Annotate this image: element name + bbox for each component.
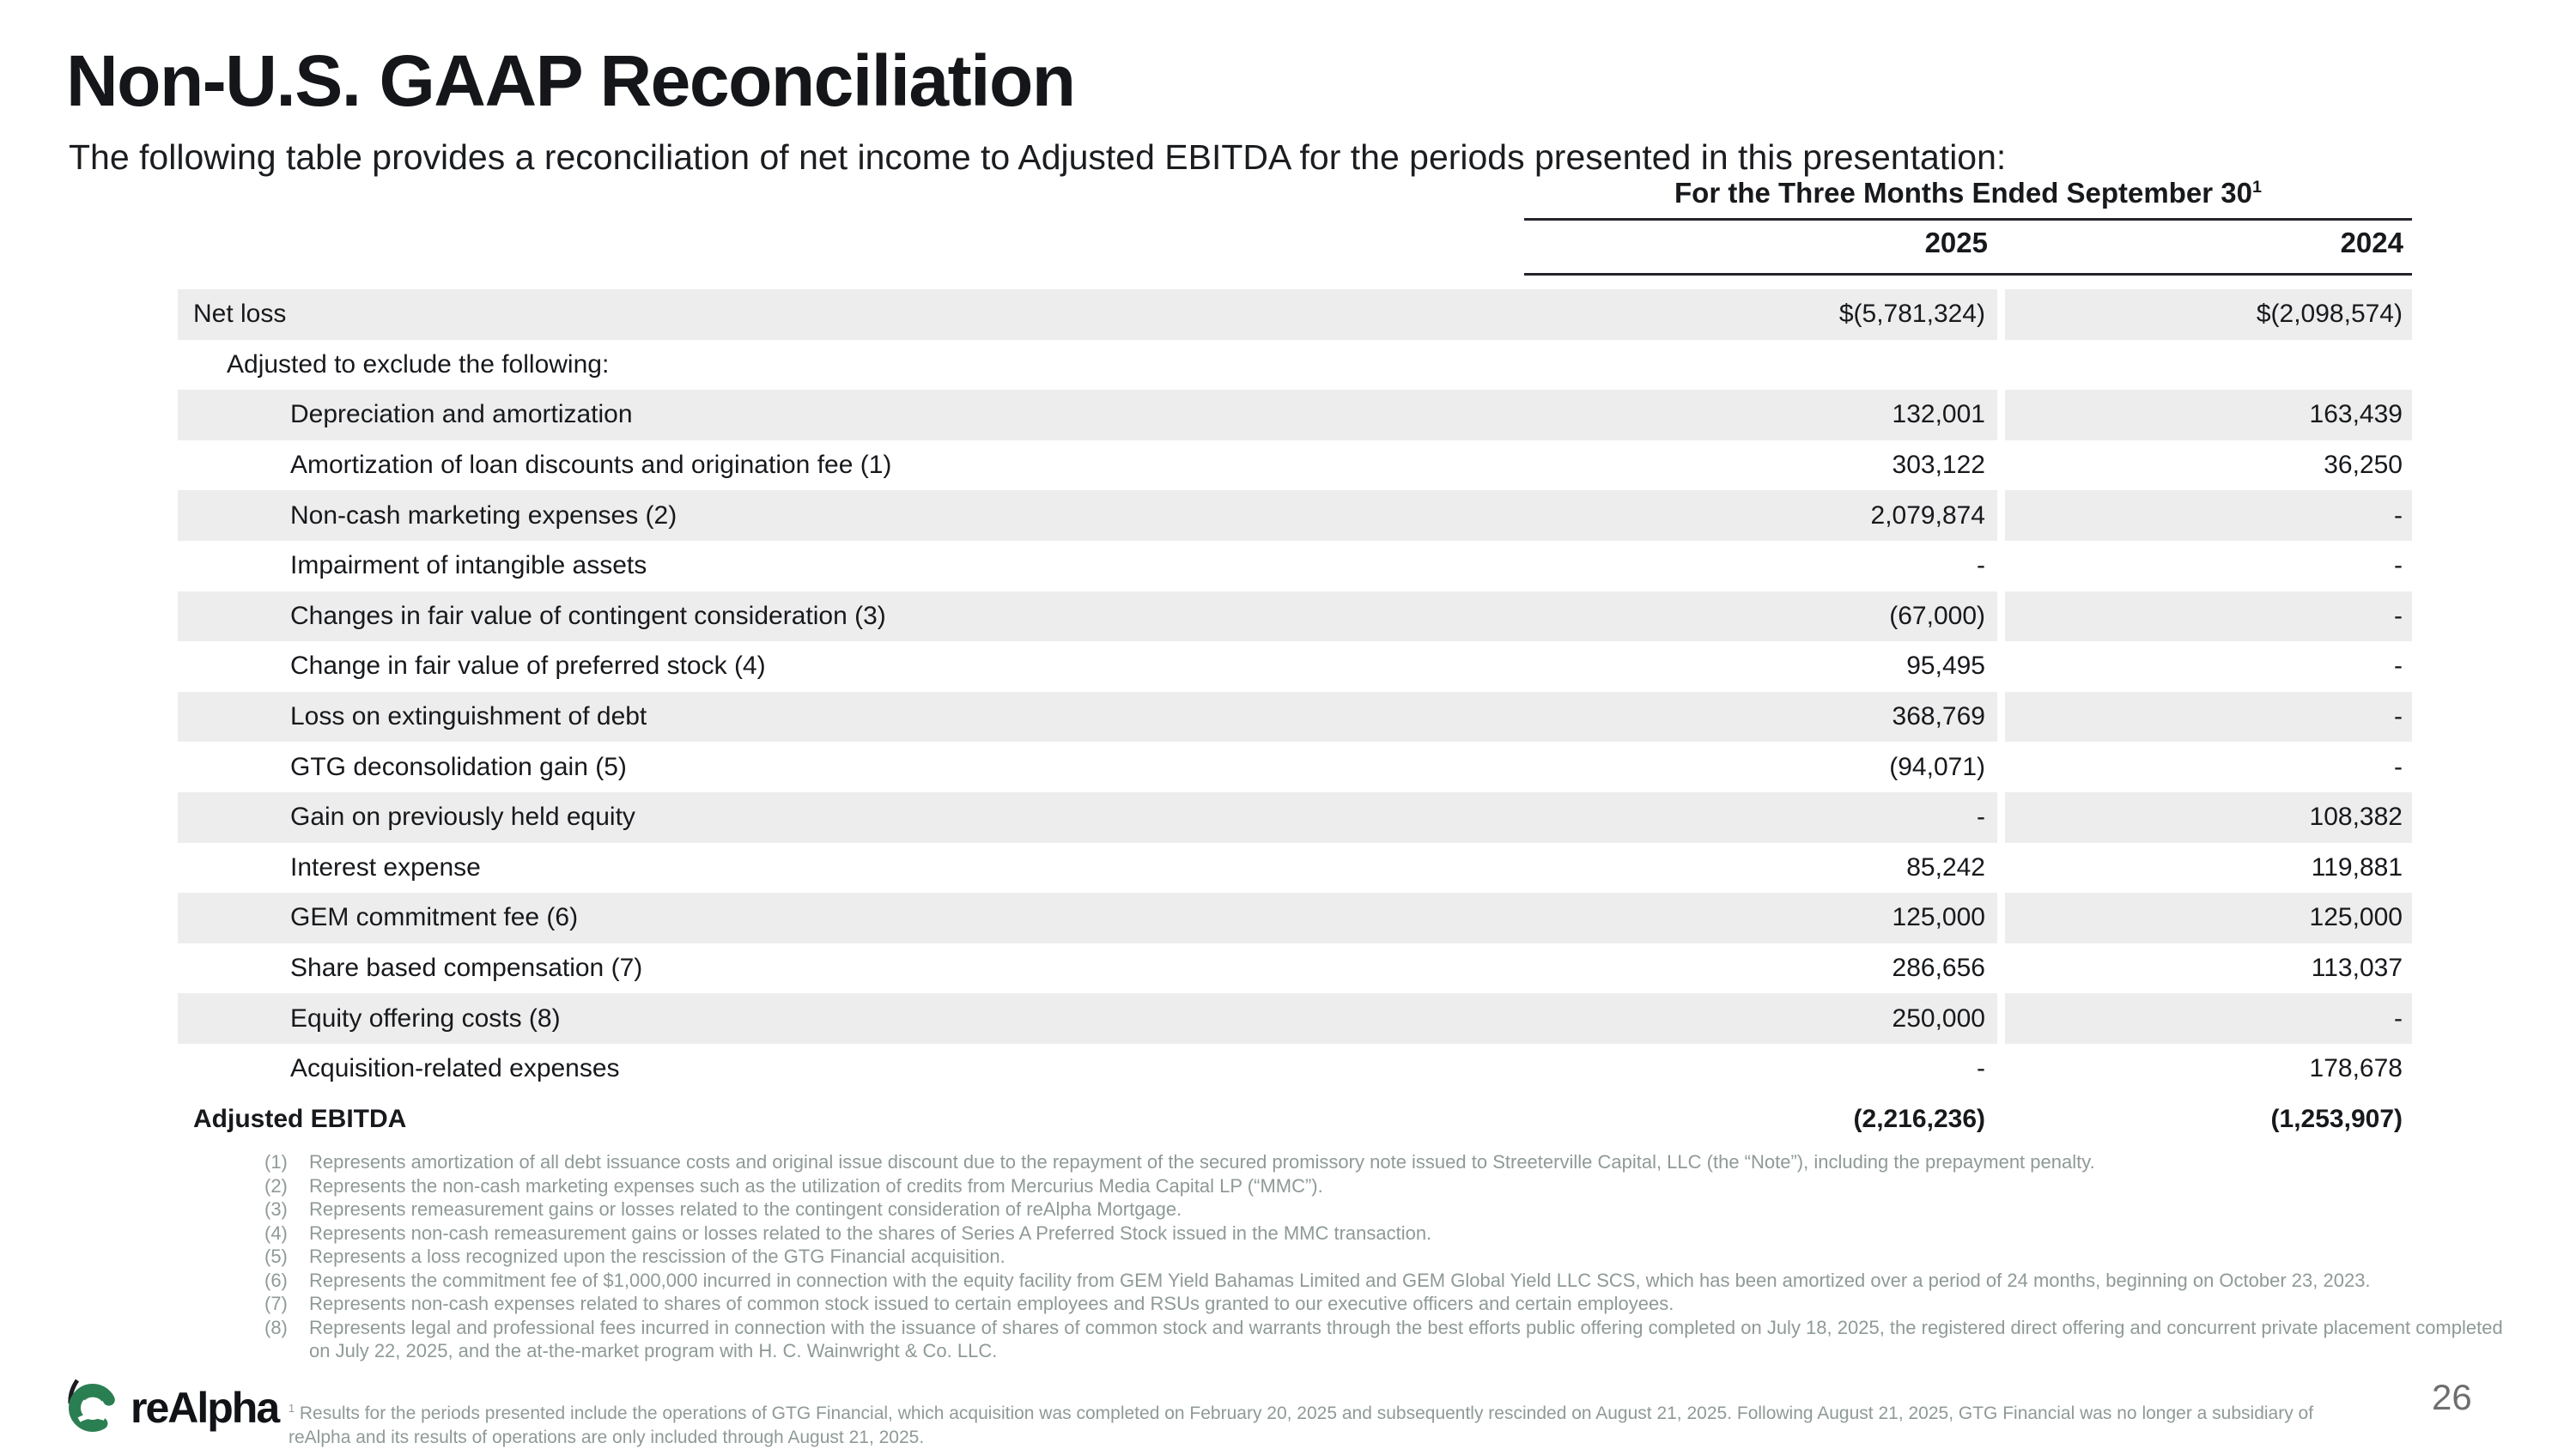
column-gap bbox=[1997, 843, 2005, 894]
table-row bbox=[178, 289, 2412, 340]
footnote-text: Represents the commitment fee of $1,000,000 incurred in connection with the equity facility from GEM Yield Bahamas Limited and GEM Global Yield LLC SCS, which has been amortized over a period of 24 months, beginning on October 23, 2023. bbox=[309, 1269, 2371, 1291]
column-gap bbox=[1997, 1094, 2005, 1145]
period-header-superscript: 1 bbox=[2251, 178, 2262, 197]
footnotes bbox=[264, 1150, 2507, 1363]
row-value-2024: 125,000 bbox=[2309, 903, 2403, 932]
row-value-2024: 108,382 bbox=[2309, 803, 2403, 832]
table-row bbox=[178, 692, 2412, 743]
realpha-logo-icon bbox=[62, 1375, 118, 1440]
row-value-2025: - bbox=[1977, 551, 1985, 580]
footnote-text: Represents amortization of all debt issuance costs and original issue discount due to the repayment of the secured promissory note issued to Streeterville Capital, LLC (the “Note”), including the prepayment penalty. bbox=[309, 1151, 2095, 1173]
table-body bbox=[178, 289, 2412, 1144]
period-header bbox=[1524, 170, 2412, 210]
footnote-text: Represents a loss recognized upon the rescission of the GTG Financial acquisition. bbox=[309, 1246, 1005, 1267]
header-rule-bottom bbox=[1524, 273, 2412, 276]
period-header-text: For the Three Months Ended September 30 bbox=[1674, 177, 2252, 209]
table-row bbox=[178, 440, 2412, 491]
table-row bbox=[178, 893, 2412, 943]
footnote-number: (2) bbox=[264, 1174, 288, 1197]
column-header-2025: 2025 bbox=[1924, 227, 1988, 258]
footnote bbox=[264, 1174, 2507, 1198]
table-row bbox=[178, 742, 2412, 792]
column-gap bbox=[1997, 893, 2005, 943]
row-value-2025: 250,000 bbox=[1892, 1003, 1985, 1033]
footnote bbox=[264, 1245, 2507, 1269]
footnote bbox=[264, 1197, 2507, 1222]
footnote bbox=[264, 1292, 2507, 1316]
row-value-2025: 132,001 bbox=[1892, 400, 1985, 429]
row-label: Non-cash marketing expenses (2) bbox=[290, 500, 677, 530]
footnote-text: Represents legal and professional fees incurred in connection with the issuance of shares of common stock and warrants through the best efforts public offering completed on July 18, 2025, the registered direct offering and concurrent private placement completed on July 22, 2025, and the at-the-market program with H. C. Wainwright & Co. LLC. bbox=[309, 1316, 2503, 1361]
column-gap bbox=[1997, 993, 2005, 1044]
row-label: Adjusted EBITDA bbox=[193, 1104, 407, 1133]
column-headers bbox=[1524, 221, 2412, 265]
table-row bbox=[178, 993, 2412, 1044]
row-value-2025: 368,769 bbox=[1892, 702, 1985, 731]
row-label: Amortization of loan discounts and origination fee (1) bbox=[290, 451, 892, 480]
table-row bbox=[178, 1044, 2412, 1094]
row-value-2024: 119,881 bbox=[2311, 852, 2403, 882]
row-value-2024: - bbox=[2394, 551, 2403, 580]
row-label: Equity offering costs (8) bbox=[290, 1003, 561, 1033]
row-value-2025: $(5,781,324) bbox=[1838, 300, 1985, 329]
row-value-2025: 303,122 bbox=[1892, 451, 1985, 480]
column-gap bbox=[1997, 692, 2005, 743]
row-label: GEM commitment fee (6) bbox=[290, 903, 579, 932]
row-value-2025: 95,495 bbox=[1906, 652, 1985, 681]
column-header-2024: 2024 bbox=[2340, 227, 2403, 258]
column-gap bbox=[1997, 541, 2005, 591]
row-value-2025: 85,242 bbox=[1906, 852, 1985, 882]
table-row bbox=[178, 591, 2412, 642]
footnote-text: Represents non-cash remeasurement gains or losses related to the shares of Series A Preferred Stock issued in the MMC transaction. bbox=[309, 1222, 1432, 1244]
footnote-number: (1) bbox=[264, 1151, 288, 1173]
row-label: Gain on previously held equity bbox=[290, 803, 635, 832]
column-gap bbox=[1997, 1044, 2005, 1094]
bottom-note-superscript: 1 bbox=[289, 1403, 295, 1415]
table-header bbox=[1524, 170, 2412, 276]
footnote-number: (4) bbox=[264, 1222, 288, 1244]
row-value-2024: $(2,098,574) bbox=[2256, 300, 2403, 329]
footnote-number: (6) bbox=[264, 1269, 288, 1291]
footnote bbox=[264, 1269, 2507, 1293]
row-value-2024: 36,250 bbox=[2324, 451, 2403, 480]
table-row bbox=[178, 843, 2412, 894]
footnote-number: (7) bbox=[264, 1293, 288, 1314]
row-value-2024: - bbox=[2394, 1003, 2403, 1033]
row-label: Changes in fair value of contingent consideration (3) bbox=[290, 601, 886, 630]
realpha-logo-text: reAlpha bbox=[131, 1383, 279, 1432]
page-title: Non-U.S. GAAP Reconciliation bbox=[66, 40, 1075, 121]
footnote bbox=[264, 1222, 2507, 1246]
table-row bbox=[178, 1094, 2412, 1145]
footnote-number: (5) bbox=[264, 1246, 288, 1267]
row-value-2025: 125,000 bbox=[1892, 903, 1985, 932]
row-label: Share based compensation (7) bbox=[290, 954, 643, 983]
row-value-2025: - bbox=[1977, 803, 1985, 832]
table-row bbox=[178, 943, 2412, 994]
column-gap bbox=[1997, 490, 2005, 541]
row-label: Change in fair value of preferred stock (4) bbox=[290, 652, 766, 681]
table-row bbox=[178, 340, 2412, 391]
row-value-2024: 113,037 bbox=[2311, 954, 2403, 983]
row-value-2024: 178,678 bbox=[2309, 1054, 2403, 1083]
row-label: Depreciation and amortization bbox=[290, 400, 633, 429]
row-label: Interest expense bbox=[290, 852, 481, 882]
column-gap bbox=[1997, 742, 2005, 792]
row-value-2025: 2,079,874 bbox=[1870, 500, 1985, 530]
table-row bbox=[178, 541, 2412, 591]
table-row bbox=[178, 390, 2412, 440]
row-value-2024: - bbox=[2394, 652, 2403, 681]
page-subtitle: The following table provides a reconciliation of net income to Adjusted EBITDA for the periods presented in this presentation: bbox=[69, 137, 2007, 177]
column-gap bbox=[1997, 440, 2005, 491]
column-gap bbox=[1997, 641, 2005, 692]
row-value-2024: - bbox=[2394, 752, 2403, 781]
row-label: Loss on extinguishment of debt bbox=[290, 702, 647, 731]
column-gap bbox=[1997, 390, 2005, 440]
row-label: GTG deconsolidation gain (5) bbox=[290, 752, 627, 781]
footnote bbox=[264, 1316, 2507, 1363]
row-value-2025: (2,216,236) bbox=[1853, 1104, 1985, 1133]
row-value-2024: - bbox=[2394, 702, 2403, 731]
footnote-text: Represents remeasurement gains or losses related to the contingent consideration of reAlpha Mortgage. bbox=[309, 1198, 1182, 1220]
row-value-2024: - bbox=[2394, 500, 2403, 530]
column-gap bbox=[1997, 289, 2005, 340]
row-label: Acquisition-related expenses bbox=[290, 1054, 620, 1083]
row-value-2024: (1,253,907) bbox=[2270, 1104, 2403, 1133]
footnote-number: (3) bbox=[264, 1198, 288, 1220]
table-row bbox=[178, 490, 2412, 541]
column-gap bbox=[1997, 591, 2005, 642]
footnote-text: Represents the non-cash marketing expenses such as the utilization of credits from Mercurius Media Capital LP (“MMC”). bbox=[309, 1174, 1323, 1197]
row-label: Net loss bbox=[193, 300, 287, 329]
footnote-text: Represents non-cash expenses related to shares of common stock issued to certain employees and RSUs granted to our executive officers and certain employees. bbox=[309, 1293, 1674, 1314]
table-row bbox=[178, 641, 2412, 692]
row-value-2025: 286,656 bbox=[1892, 954, 1985, 983]
realpha-logo bbox=[62, 1375, 278, 1440]
column-gap bbox=[1997, 792, 2005, 843]
row-value-2025: (67,000) bbox=[1889, 601, 1985, 630]
row-label: Impairment of intangible assets bbox=[290, 551, 647, 580]
footnote bbox=[264, 1150, 2507, 1174]
page-number: 26 bbox=[2432, 1377, 2472, 1417]
bottom-note bbox=[289, 1397, 2332, 1449]
row-value-2024: 163,439 bbox=[2309, 400, 2403, 429]
row-value-2025: (94,071) bbox=[1889, 752, 1985, 781]
column-gap bbox=[1997, 340, 2005, 391]
column-gap bbox=[1997, 943, 2005, 994]
row-value-2024: - bbox=[2394, 601, 2403, 630]
bottom-note-text: Results for the periods presented include the operations of GTG Financial, which acquisition was completed on February 20, 2025 and subsequently rescinded on August 21, 2025. Following August 21, 2025, GTG Financial was no longer a subsidiary of reAlpha and its results of operations are only included through August 21, 2025. bbox=[289, 1404, 2314, 1447]
table-row bbox=[178, 792, 2412, 843]
row-label: Adjusted to exclude the following: bbox=[227, 349, 610, 379]
footnote-number: (8) bbox=[264, 1316, 288, 1338]
row-value-2025: - bbox=[1977, 1054, 1985, 1083]
